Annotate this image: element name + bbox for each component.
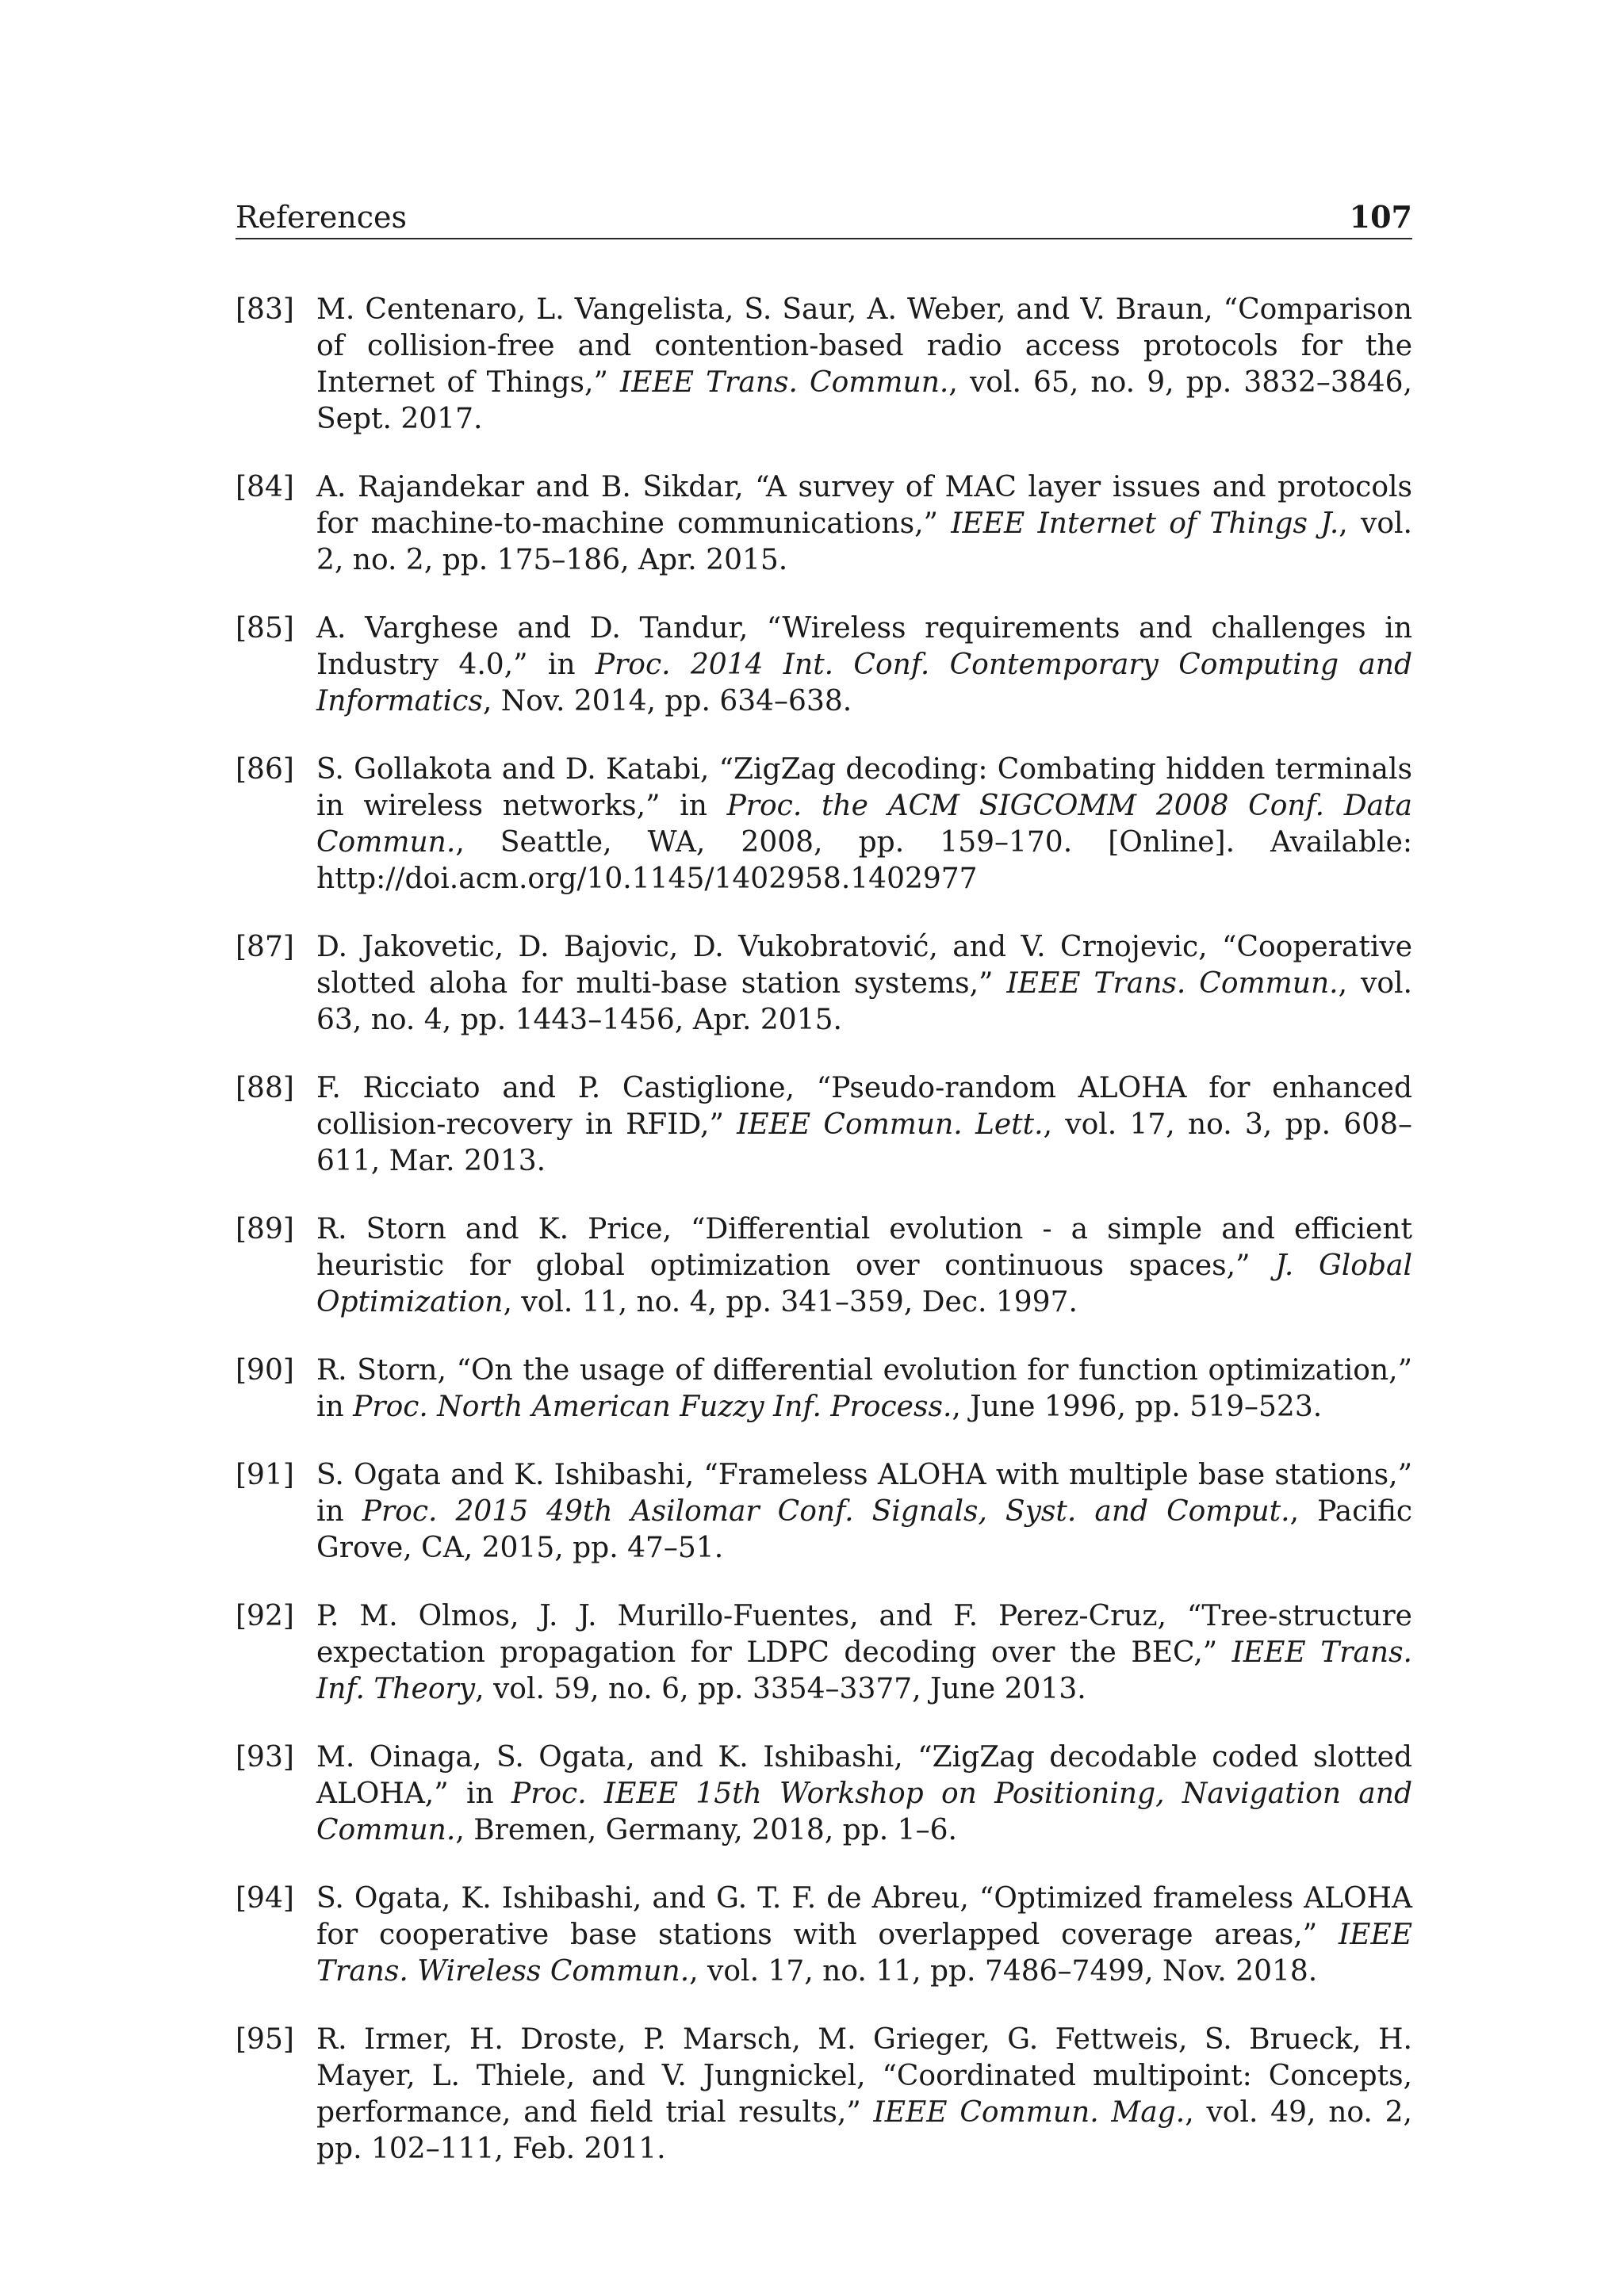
reference-venue: Proc. 2015 49th Asilomar Conf. Signals, Syst. and Comput. <box>362 1495 1290 1528</box>
reference-entry <box>236 292 1412 438</box>
reference-text <box>316 752 1412 897</box>
reference-details: , vol. 11, no. 4, pp. 341–359, Dec. 1997. <box>503 1286 1078 1318</box>
reference-entry <box>236 1881 1412 1990</box>
reference-venue: IEEE Trans. Commun. <box>619 366 949 399</box>
reference-label: [83] <box>236 293 294 326</box>
reference-text <box>316 469 1412 579</box>
reference-body: S. Ogata, K. Ishibashi, and G. T. F. de Abreu, “Optimized frameless ALOHA for cooperative base stations with overlapped coverage areas,” <box>316 1882 1412 1951</box>
reference-text <box>316 292 1412 438</box>
reference-label: [85] <box>236 612 294 645</box>
reference-entry <box>236 1598 1412 1708</box>
reference-venue: IEEE Internet of Things J. <box>951 507 1339 540</box>
reference-label: [86] <box>236 753 294 786</box>
reference-text <box>316 1598 1412 1708</box>
reference-body: S. Gollakota and D. Katabi, “ZigZag decoding: Combating hidden terminals in wireless networks,” in <box>316 753 1412 822</box>
reference-entry <box>236 1211 1412 1321</box>
reference-entry <box>236 1457 1412 1567</box>
reference-entry <box>236 1353 1412 1425</box>
reference-details: , vol. 49, no. 2, pp. 102–111, Feb. 2011. <box>316 2096 1412 2165</box>
reference-label: [91] <box>236 1459 294 1491</box>
reference-details: , Bremen, Germany, 2018, pp. 1–6. <box>455 1814 957 1846</box>
reference-details: , vol. 17, no. 3, pp. 608–611, Mar. 2013. <box>316 1108 1412 1177</box>
reference-body: M. Oinaga, S. Ogata, and K. Ishibashi, “ZigZag decodable coded slotted ALOHA,” in <box>316 1741 1412 1810</box>
reference-details: , vol. 63, no. 4, pp. 1443–1456, Apr. 2015. <box>316 967 1412 1036</box>
reference-text <box>316 1881 1412 1990</box>
reference-details: , vol. 2, no. 2, pp. 175–186, Apr. 2015. <box>316 507 1412 576</box>
reference-text <box>316 929 1412 1039</box>
reference-venue: IEEE Commun. Lett. <box>737 1108 1044 1141</box>
reference-label: [87] <box>236 931 294 963</box>
reference-label: [88] <box>236 1072 294 1104</box>
reference-entry <box>236 469 1412 579</box>
reference-text <box>316 2022 1412 2168</box>
reference-body: R. Storn and K. Price, “Differential evolution - a simple and efficient heuristic for global optimization over continuous spaces,” <box>316 1213 1412 1282</box>
reference-venue: IEEE Trans. Wireless Commun. <box>316 1919 1412 1988</box>
reference-text <box>316 1739 1412 1849</box>
reference-text <box>316 1457 1412 1567</box>
reference-details: , vol. 17, no. 11, pp. 7486–7499, Nov. 2018. <box>689 1955 1318 1988</box>
reference-venue: Proc. IEEE 15th Workshop on Positioning, Navigation and Commun. <box>316 1777 1412 1846</box>
reference-list <box>236 292 1412 2199</box>
reference-text <box>316 1070 1412 1180</box>
reference-venue: Proc. the ACM SIGCOMM 2008 Conf. Data Commun. <box>316 790 1412 859</box>
reference-venue: Proc. North American Fuzzy Inf. Process. <box>353 1391 952 1423</box>
reference-label: [84] <box>236 471 294 503</box>
reference-label: [93] <box>236 1741 294 1774</box>
reference-details: , Seattle, WA, 2008, pp. 159–170. [Online]. Available: http://doi.acm.org/10.1145/1402958.1402977 <box>316 826 1412 895</box>
reference-entry <box>236 2022 1412 2168</box>
reference-entry <box>236 610 1412 720</box>
reference-venue: IEEE Trans. Commun. <box>1006 967 1339 1000</box>
reference-body: A. Rajandekar and B. Sikdar, “A survey of MAC layer issues and protocols for machine-to-machine communications,” <box>316 471 1412 540</box>
reference-body: M. Centenaro, L. Vangelista, S. Saur, A. Weber, and V. Braun, “Comparison of collision-free and contention-based radio access protocols for the Internet of Things,” <box>316 293 1412 399</box>
page-number: 107 <box>1349 199 1412 235</box>
reference-venue: J. Global Optimization <box>316 1249 1412 1318</box>
reference-body: P. M. Olmos, J. J. Murillo-Fuentes, and F. Perez-Cruz, “Tree-structure expectation propagation for LDPC decoding over the BEC,” <box>316 1600 1412 1669</box>
reference-label: [90] <box>236 1354 294 1387</box>
reference-label: [95] <box>236 2023 294 2056</box>
reference-details: , Pacific Grove, CA, 2015, pp. 47–51. <box>316 1495 1412 1564</box>
reference-details: , Nov. 2014, pp. 634–638. <box>482 685 852 718</box>
page-header <box>236 197 1412 239</box>
reference-details: , vol. 65, no. 9, pp. 3832–3846, Sept. 2017. <box>316 366 1412 435</box>
reference-body: R. Storn, “On the usage of differential evolution for function optimization,” in <box>316 1354 1412 1423</box>
reference-body: D. Jakovetic, D. Bajovic, D. Vukobratović, and V. Crnojevic, “Cooperative slotted aloha for multi-base station systems,” <box>316 931 1412 1000</box>
reference-entry <box>236 1070 1412 1180</box>
running-head-title: References <box>236 200 408 235</box>
reference-text <box>316 1211 1412 1321</box>
reference-details: , vol. 59, no. 6, pp. 3354–3377, June 2013. <box>475 1673 1086 1705</box>
reference-body: A. Varghese and D. Tandur, “Wireless requirements and challenges in Industry 4.0,” in <box>316 612 1412 681</box>
reference-text <box>316 610 1412 720</box>
reference-venue: Proc. 2014 Int. Conf. Contemporary Computing and Informatics <box>316 649 1412 718</box>
reference-text <box>316 1353 1412 1425</box>
reference-body: F. Ricciato and P. Castiglione, “Pseudo-random ALOHA for enhanced collision-recovery in RFID,” <box>316 1072 1412 1141</box>
reference-body: S. Ogata and K. Ishibashi, “Frameless ALOHA with multiple base stations,” in <box>316 1459 1412 1528</box>
reference-entry <box>236 929 1412 1039</box>
reference-entry <box>236 752 1412 897</box>
reference-body: R. Irmer, H. Droste, P. Marsch, M. Grieger, G. Fettweis, S. Brueck, H. Mayer, L. Thiele, and V. Jungnickel, “Coordinated multipoint: Concepts, performance, and field trial results,” <box>316 2023 1412 2129</box>
reference-label: [92] <box>236 1600 294 1632</box>
reference-venue: IEEE Trans. Inf. Theory <box>316 1636 1412 1705</box>
reference-entry <box>236 1739 1412 1849</box>
reference-venue: IEEE Commun. Mag. <box>873 2096 1185 2129</box>
reference-label: [94] <box>236 1882 294 1915</box>
reference-details: , June 1996, pp. 519–523. <box>952 1391 1323 1423</box>
reference-label: [89] <box>236 1213 294 1246</box>
